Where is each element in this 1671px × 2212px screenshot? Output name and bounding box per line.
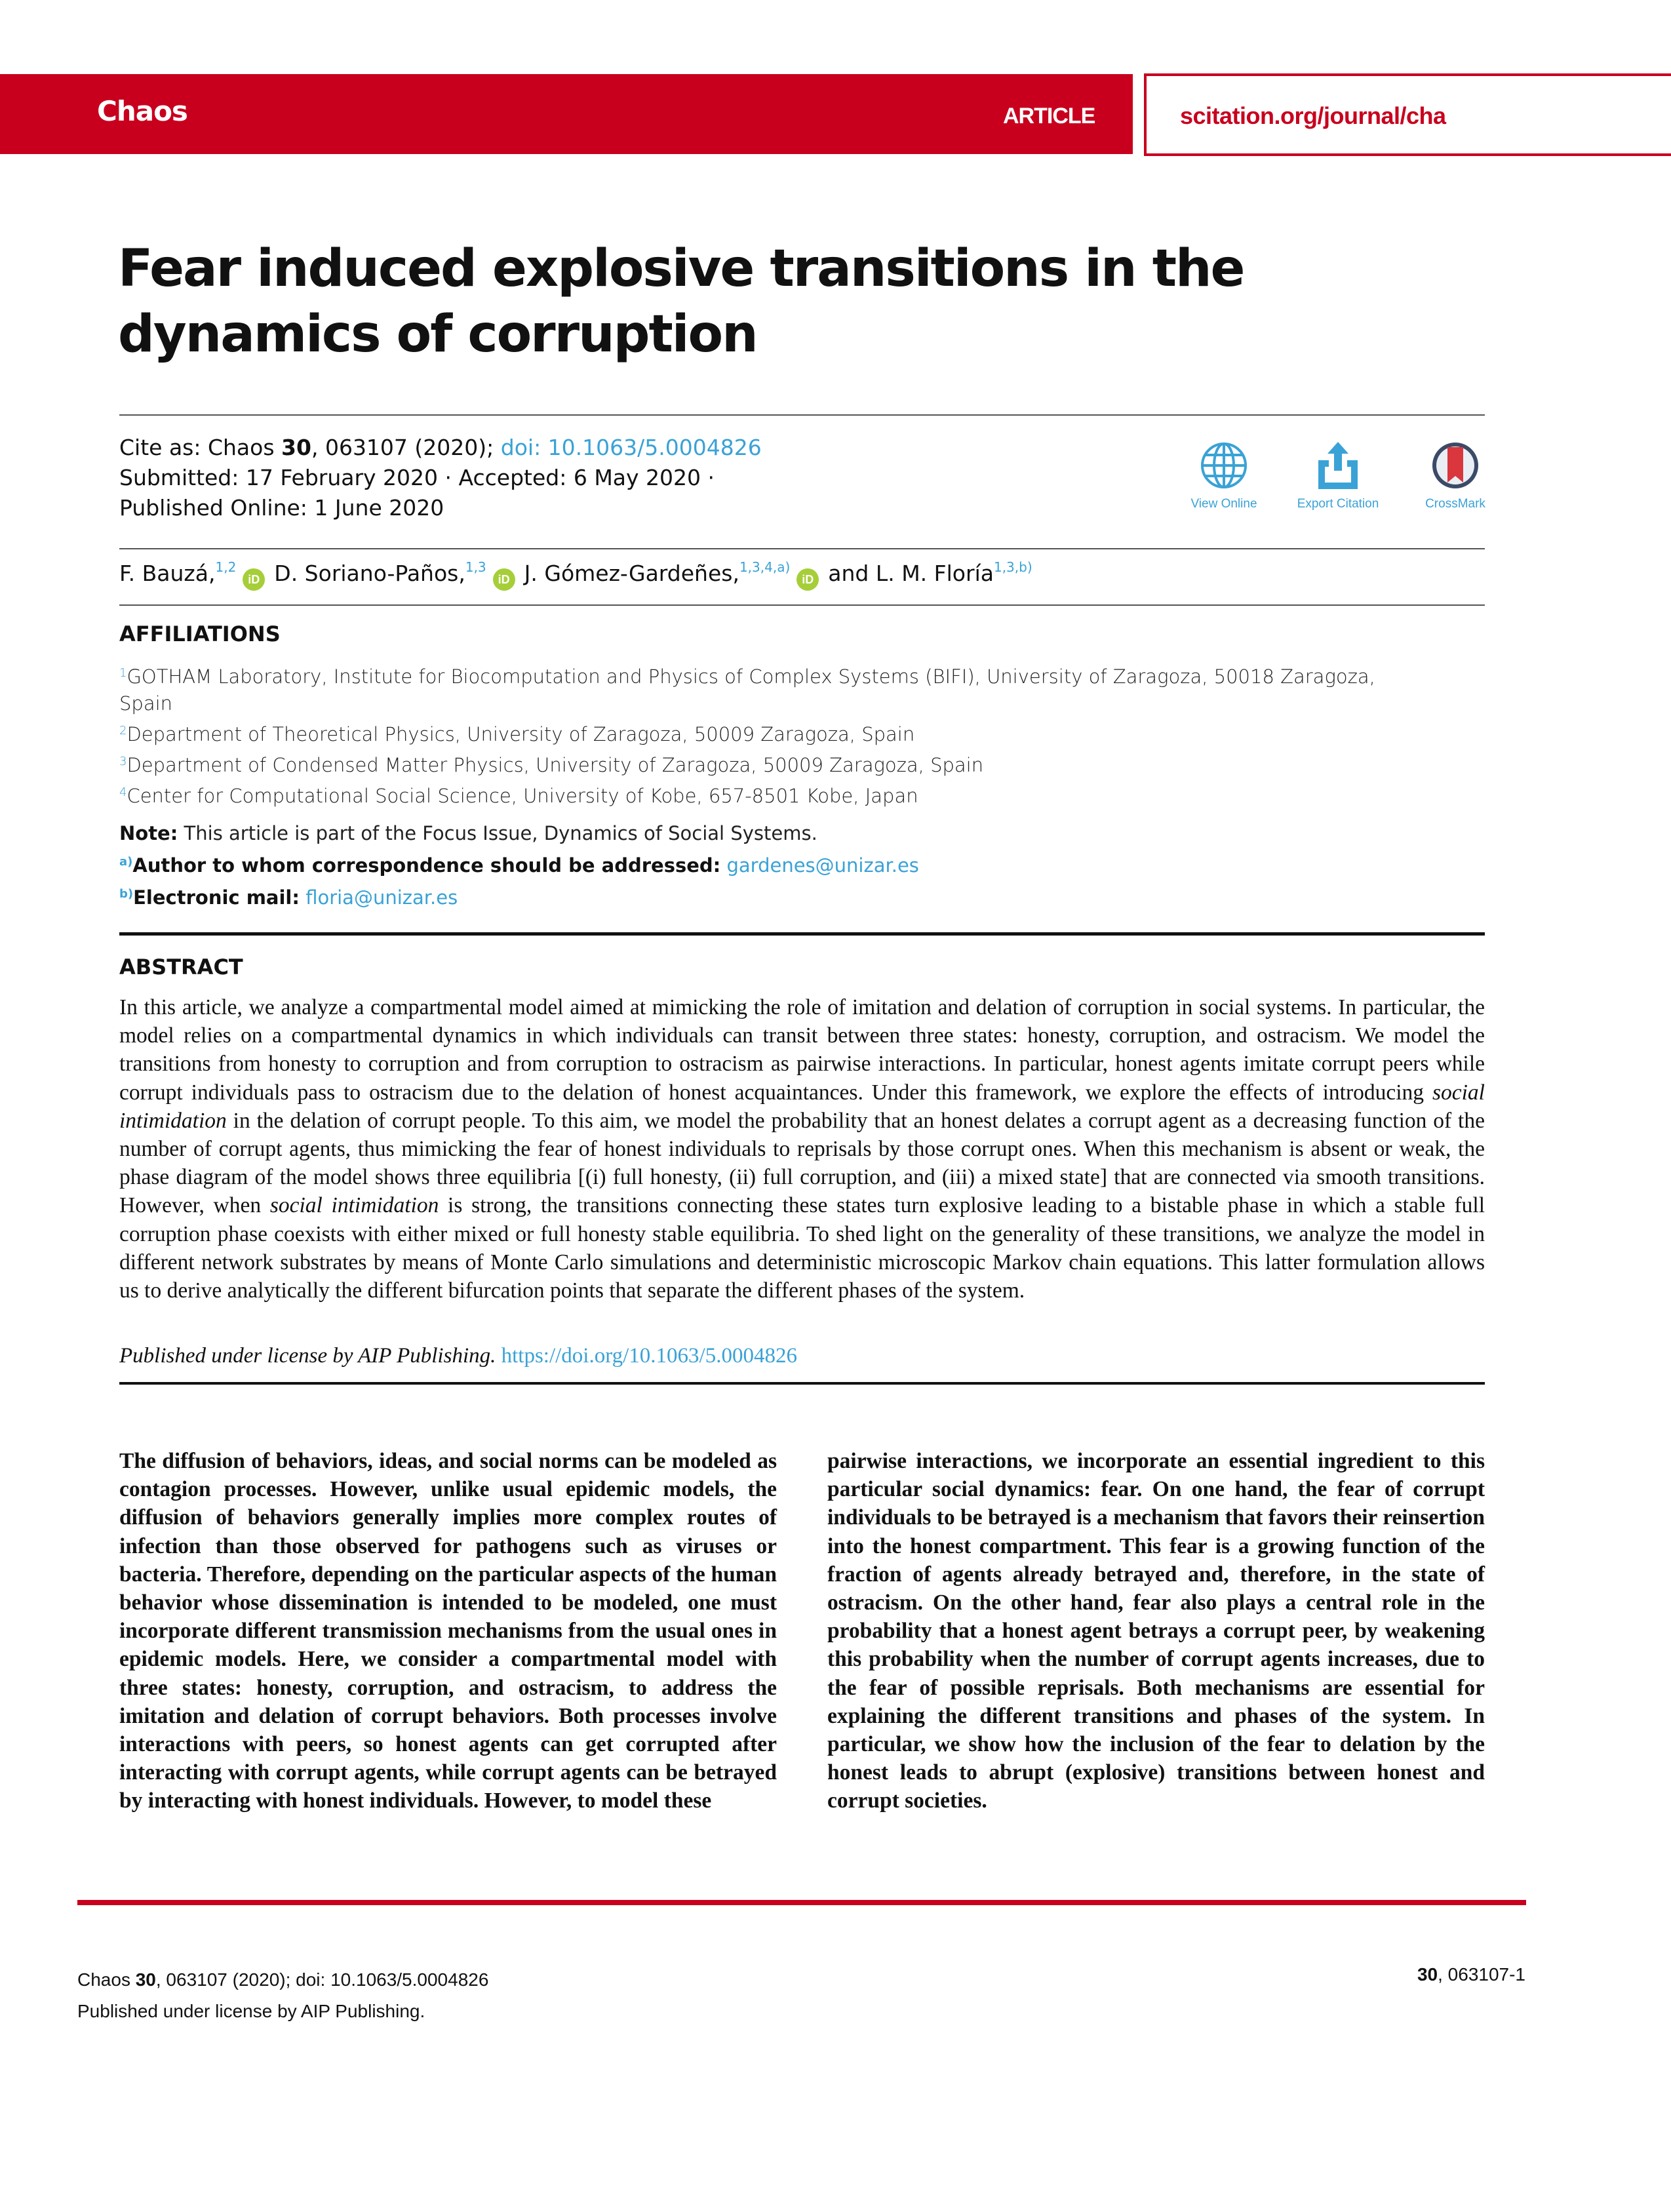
affiliation-number: 2 xyxy=(119,724,127,738)
focus-issue-note xyxy=(119,820,919,848)
affiliation-item xyxy=(119,717,1430,748)
divider xyxy=(119,604,1485,606)
crossmark-button[interactable] xyxy=(1400,441,1511,511)
footer-license: Published under license by AIP Publishing. xyxy=(77,2001,425,2021)
correspondence-email-link[interactable]: gardenes@unizar.es xyxy=(726,854,919,877)
page-volume: 30 xyxy=(1417,1964,1438,1985)
affiliation-item xyxy=(119,779,1430,810)
abstract-text xyxy=(119,993,1485,1305)
dates-line-1: Submitted: 17 February 2020 · Accepted: 6 May 2020 · xyxy=(119,465,715,490)
abstract-segment: in the delation of corrupt people. To this aim, we model the probability that an honest delates a corrupt agent as a decreasing function of the number of corrupt agents, thus mimicking the fear of honest individuals to reprisals by those corrupt ones. When this mechanism is absent or weak, the phase diagram of the model shows three equilibria [(i) full honesty, (ii) full corruption, and (iii) a mixed state] that are connected via smooth transitions. However, when xyxy=(119,1108,1485,1218)
email-note xyxy=(119,880,919,912)
cite-prefix: Cite as: Chaos xyxy=(119,435,282,460)
cite-rest: , 063107 (2020); xyxy=(311,435,501,460)
orcid-icon[interactable]: iD xyxy=(796,568,819,591)
footnote-mark: a) xyxy=(119,855,133,869)
affiliation-text: Department of Theoretical Physics, University of Zaragoza, 50009 Zaragoza, Spain xyxy=(127,723,915,745)
section-divider xyxy=(119,1382,1485,1385)
author-name[interactable]: D. Soriano-Paños, xyxy=(274,561,465,586)
note-label: Note: xyxy=(119,822,178,844)
email-label: Electronic mail: xyxy=(133,886,300,909)
abstract-emphasis: social intimidation xyxy=(269,1193,439,1218)
page-id: , 063107-1 xyxy=(1438,1964,1525,1985)
footer-citation xyxy=(77,1964,488,2027)
cite-volume: 30 xyxy=(281,435,311,460)
article-title: Fear induced explosive transitions in the dynamics of corruption xyxy=(118,239,1244,364)
dates-line-2: Published Online: 1 June 2020 xyxy=(119,495,444,521)
crossmark-label: CrossMark xyxy=(1425,497,1485,511)
author-affiliation-ref: 1,3,4,a) xyxy=(739,559,791,575)
affiliation-item xyxy=(119,660,1430,717)
footer-journal: Chaos xyxy=(77,1969,136,1990)
citation-block xyxy=(119,433,762,523)
correspondence-label: Author to whom correspondence should be addressed: xyxy=(132,854,721,877)
footer-doi: , 063107 (2020); doi: 10.1063/5.0004826 xyxy=(155,1969,489,1990)
license-text: Published under license by AIP Publishing. xyxy=(119,1344,496,1368)
affiliations-heading: AFFILIATIONS xyxy=(119,622,281,646)
affiliation-text: Department of Condensed Matter Physics, University of Zaragoza, 50009 Zaragoza, Spain xyxy=(127,754,984,776)
abstract-segment: is strong, the transitions connecting these states turn explosive leading to a bistable phase in which a stable full corruption phase coexists with either mixed or full honesty stable equilibria. To shed light on the generality of these transitions, we analyze the model in different network substrates by means of Monte Carlo simulations and deterministic microscopic Markov chain equations. This latter formulation allows us to derive analytically the different bifurcation points that separate the different phases of the system. xyxy=(119,1193,1485,1303)
export-citation-button[interactable] xyxy=(1282,441,1394,511)
affiliation-number: 4 xyxy=(119,785,127,799)
footnote-mark: b) xyxy=(119,887,134,901)
affiliation-text: GOTHAM Laboratory, Institute for Biocomputation and Physics of Complex Systems (BIFI), University of Zaragoza, 50018 Zaragoza, Spain xyxy=(119,665,1375,715)
author-name[interactable]: F. Bauzá, xyxy=(119,561,216,586)
author-name[interactable]: and L. M. Floría xyxy=(828,561,994,586)
notes-block xyxy=(119,820,919,912)
doi-url-link[interactable]: https://doi.org/10.1063/5.0004826 xyxy=(501,1344,797,1368)
orcid-icon[interactable]: iD xyxy=(243,568,265,591)
crossmark-icon xyxy=(1430,441,1480,490)
author-affiliation-ref: 1,3,b) xyxy=(993,559,1032,575)
view-online-button[interactable] xyxy=(1168,441,1280,511)
correspondence-note xyxy=(119,848,919,880)
lead-paragraph-right: pairwise interactions, we incorporate an essential ingredient to this particular social dynamics: fear. On one hand, the fear of corrupt individuals to be betrayed is a mechanism that favors their reinsertion into the honest compartment. This fear is a growing function of the fraction of agents already betrayed and, therefore, in the state of ostracism. On the other hand, fear also plays a central role in the probability that a honest agent betrays a corrupt peer, by weakening this probability when the number of corrupt agents increases, due to the fear of possible reprisals. Both mechanisms are essential for explaining the different transitions and phases of the system. In particular, we show how the inclusion of the fear to delation by the honest leads to abrupt (explosive) transitions between honest and corrupt societies. xyxy=(827,1449,1485,1813)
export-citation-label: Export Citation xyxy=(1297,497,1379,511)
author-affiliation-ref: 1,3 xyxy=(465,559,486,575)
affiliation-number: 1 xyxy=(119,666,127,680)
author-affiliation-ref: 1,2 xyxy=(215,559,237,575)
abstract-emphasis: social intimidation xyxy=(119,1080,1485,1133)
view-online-label: View Online xyxy=(1190,497,1257,511)
affiliation-number: 3 xyxy=(119,755,127,768)
section-divider xyxy=(119,932,1485,936)
affiliation-text: Center for Computational Social Science, University of Kobe, 657-8501 Kobe, Japan xyxy=(127,785,918,807)
note-text: This article is part of the Focus Issue, Dynamics of Social Systems. xyxy=(178,822,817,844)
footer-volume: 30 xyxy=(135,1969,156,1990)
globe-icon xyxy=(1199,441,1249,490)
divider xyxy=(119,414,1485,416)
journal-url-link[interactable]: scitation.org/journal/cha xyxy=(1180,102,1446,129)
affiliation-item xyxy=(119,748,1430,779)
lead-paragraph-left: The diffusion of behaviors, ideas, and social norms can be modeled as contagion processes. However, unlike usual epidemic models, the diffusion of behaviors generally implies more complex routes of infection than those observed for pathogens such as viruses or bacteria. Therefore, depending on the particular aspects of the human behavior whose dissemination is intended to be modeled, one must incorporate different transmission mechanisms from the usual ones in epidemic models. Here, we consider a compartmental model with three states: honesty, corruption, and ostracism, to address the imitation and delation of corrupt behaviors. Both processes involve interactions with peers, so honest agents can get corrupted after interacting with corrupt agents, while corrupt agents can be betrayed by interacting with honest individuals. However, to model these xyxy=(119,1449,777,1813)
export-icon xyxy=(1313,441,1363,490)
page-number xyxy=(1417,1964,1525,1985)
abstract-heading: ABSTRACT xyxy=(119,955,243,979)
divider xyxy=(119,548,1485,549)
footer-rule xyxy=(77,1900,1526,1905)
author-name[interactable]: J. Gómez-Gardeñes, xyxy=(524,561,739,586)
email-link[interactable]: floria@unizar.es xyxy=(305,886,458,909)
author-list xyxy=(119,559,1032,591)
doi-link[interactable]: doi: 10.1063/5.0004826 xyxy=(500,435,762,460)
article-type-label: ARTICLE xyxy=(1003,104,1095,128)
orcid-icon[interactable]: iD xyxy=(493,568,515,591)
license-line xyxy=(119,1344,797,1368)
affiliations-list xyxy=(119,660,1430,810)
abstract-segment: In this article, we analyze a compartmental model aimed at mimicking the role of imitation and delation of corruption in social systems. In particular, the model relies on a compartmental dynamics in which individuals can transit between three states: honesty, corruption, and ostracism. We model the transitions from honesty to corruption and from corruption to ostracism as pairwise interactions. In particular, honest agents imitate corrupt peers while corrupt individuals pass to ostracism due to the delation of honest acquaintances. Under this framework, we explore the effects of introducing xyxy=(119,995,1485,1105)
journal-name: Chaos xyxy=(97,95,187,127)
